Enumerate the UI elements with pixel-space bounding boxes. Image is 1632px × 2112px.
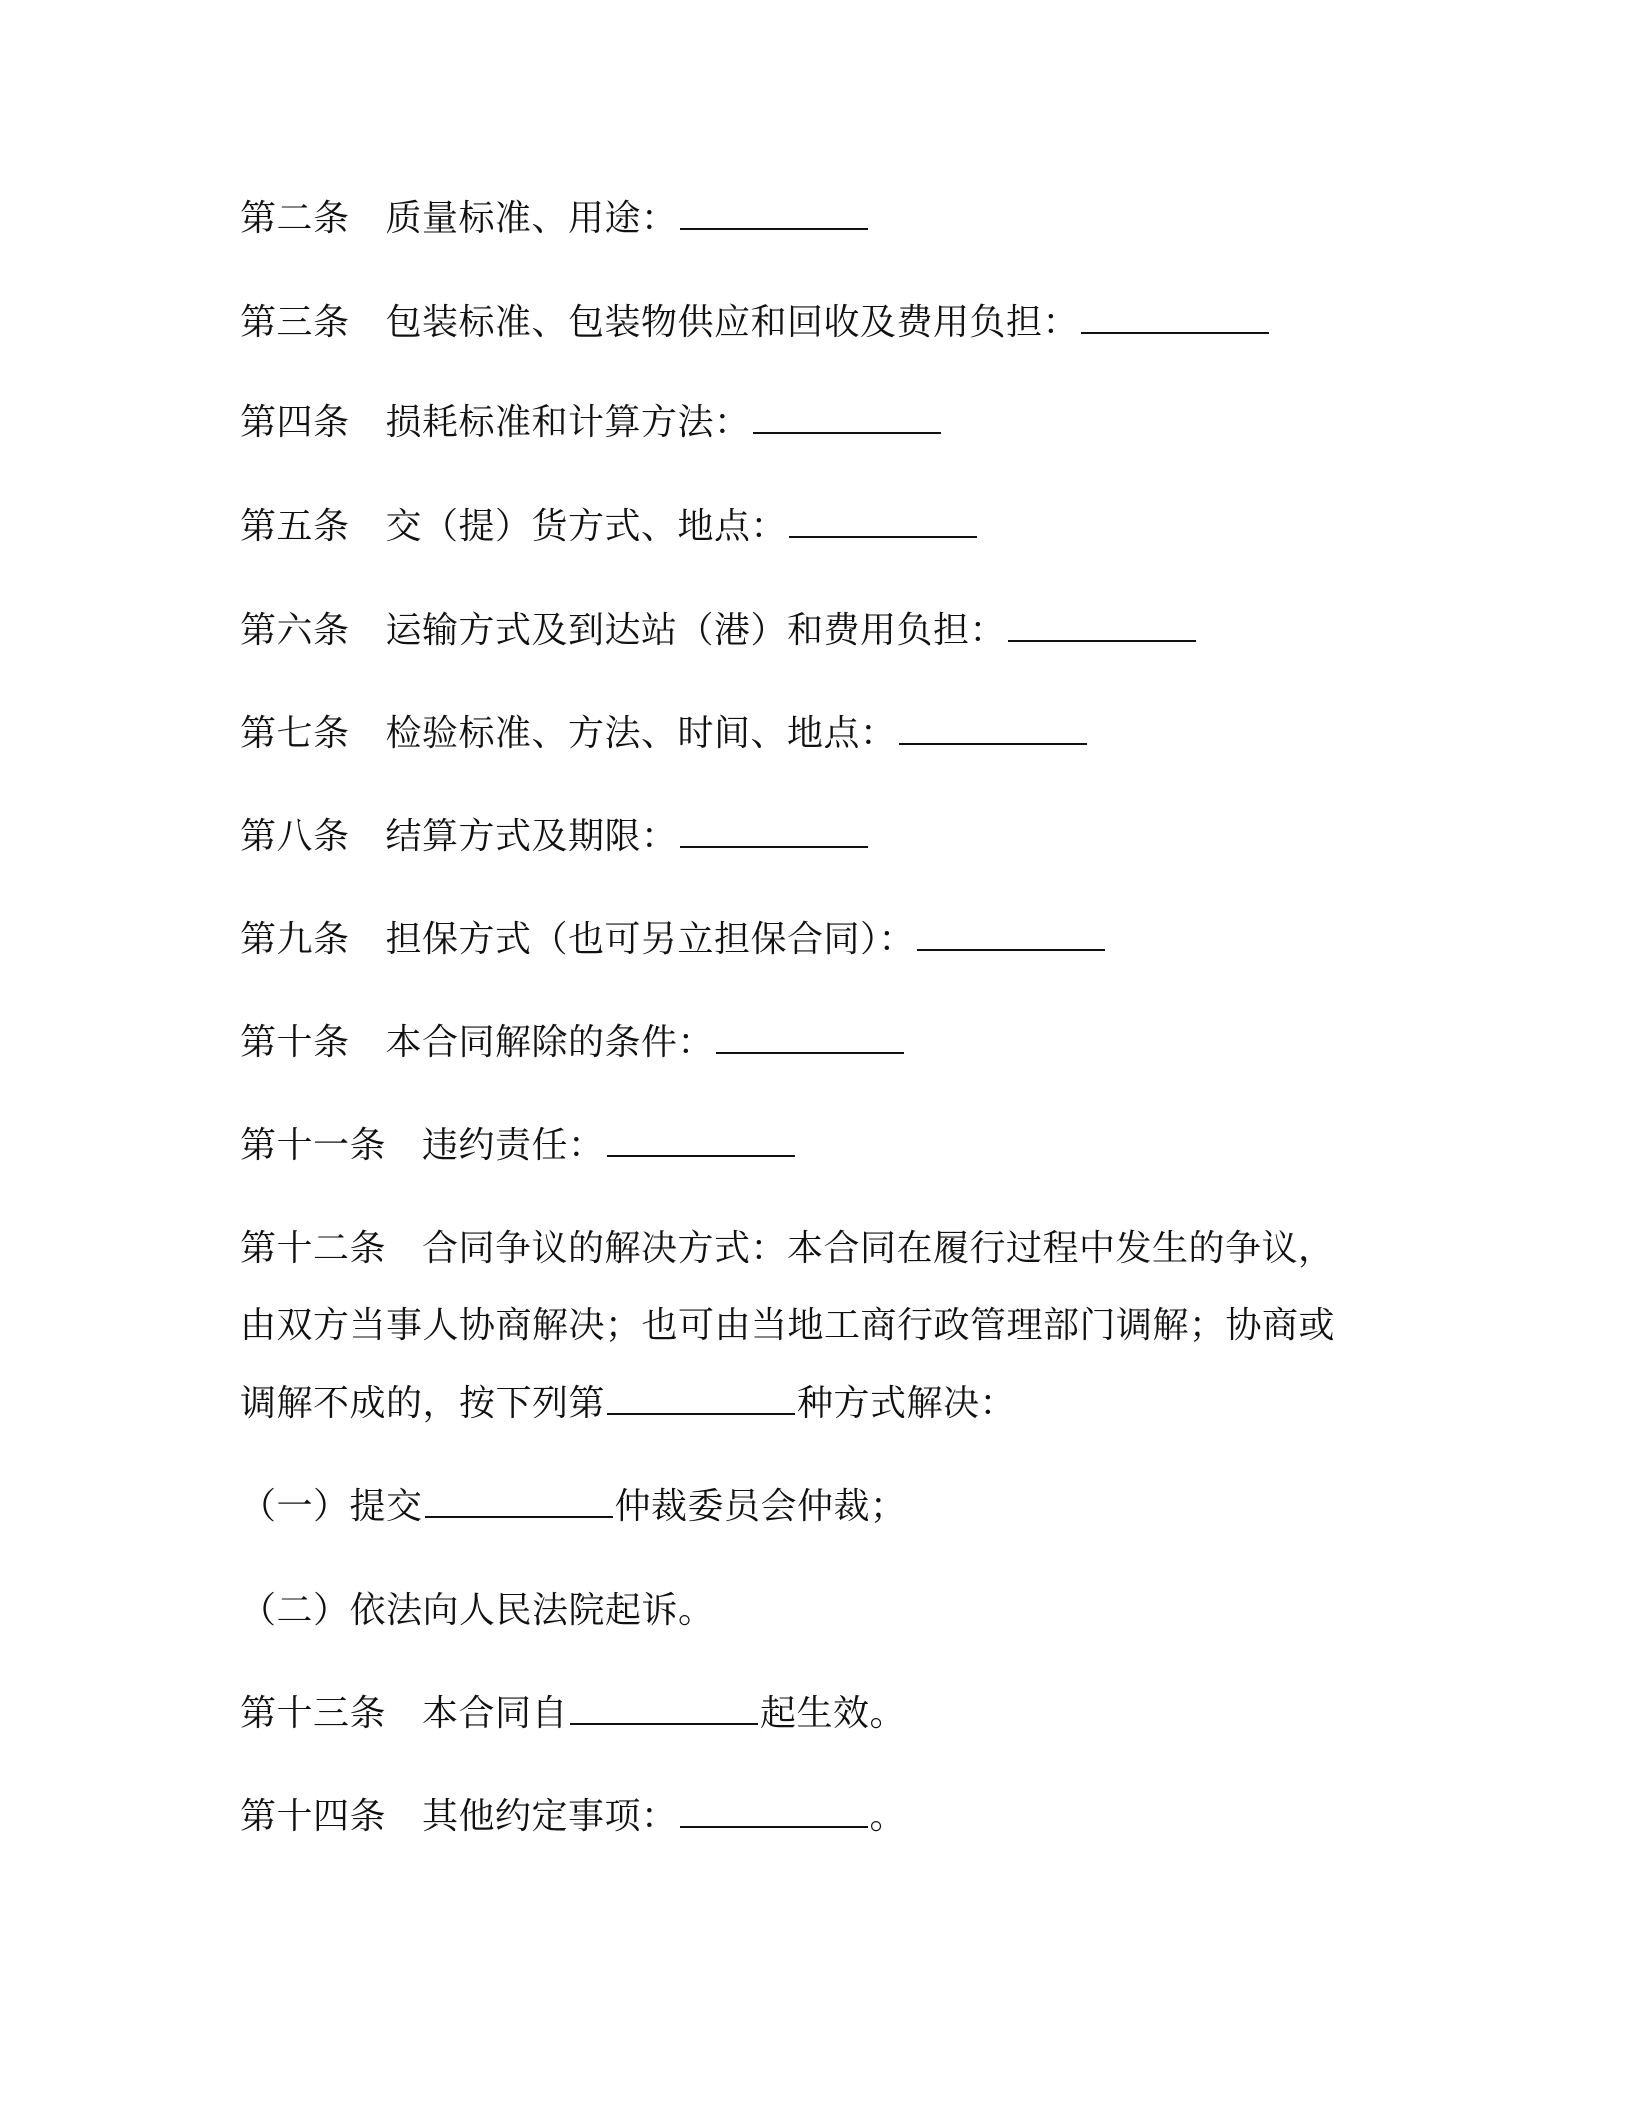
fill-in-blank[interactable] (753, 402, 941, 434)
fill-in-blank[interactable] (680, 1796, 868, 1828)
article-number: 第十二条 (240, 1228, 387, 1269)
fill-in-blank[interactable] (607, 1125, 795, 1157)
fill-in-blank[interactable] (680, 816, 868, 848)
article-5 (240, 503, 1392, 551)
article-text: 。 (869, 1796, 907, 1837)
article-text: 由双方当事人协商解决；也可由当地工商行政管理部门调解；协商或 (240, 1305, 1336, 1346)
article-2 (240, 195, 1392, 243)
fill-in-blank[interactable] (716, 1022, 904, 1054)
article-text: 交（提）货方式、地点： (385, 506, 788, 547)
article-text: 运输方式及到达站（港）和费用负担： (385, 610, 1007, 651)
article-11 (240, 1122, 1392, 1170)
article-number: 第十三条 (240, 1693, 387, 1734)
article-number: 第三条 (240, 302, 350, 343)
option-2 (240, 1587, 1392, 1635)
article-text: 担保方式（也可另立担保合同）： (385, 919, 916, 960)
option-text: 仲裁委员会仲裁； (614, 1486, 907, 1527)
article-10 (240, 1019, 1392, 1067)
article-text: 损耗标准和计算方法： (385, 402, 751, 443)
fill-in-blank[interactable] (899, 713, 1087, 745)
article-text: 合同争议的解决方式：本合同在履行过程中发生的争议， (422, 1228, 1335, 1269)
fill-in-blank[interactable] (425, 1486, 613, 1518)
article-text: 结算方式及期限： (385, 816, 678, 857)
article-12-line-3 (240, 1380, 1392, 1428)
option-text: （二）依法向人民法院起诉。 (240, 1590, 715, 1631)
article-number: 第十条 (240, 1022, 350, 1063)
article-text: 违约责任： (422, 1125, 605, 1166)
article-7 (240, 710, 1392, 758)
article-text: 本合同解除的条件： (385, 1022, 715, 1063)
option-text: （一）提交 (240, 1486, 423, 1527)
article-text: 本合同自 (422, 1693, 569, 1734)
article-text: 质量标准、用途： (385, 198, 678, 239)
article-3 (240, 299, 1392, 347)
fill-in-blank[interactable] (570, 1693, 758, 1725)
article-number: 第九条 (240, 919, 350, 960)
article-text: 检验标准、方法、时间、地点： (385, 713, 897, 754)
article-number: 第五条 (240, 506, 350, 547)
fill-in-blank[interactable] (917, 919, 1105, 951)
article-text: 种方式解决： (797, 1383, 1017, 1424)
article-number: 第八条 (240, 816, 350, 857)
article-text: 包装标准、包装物供应和回收及费用负担： (385, 302, 1080, 343)
article-8 (240, 813, 1392, 861)
article-6 (240, 607, 1392, 655)
article-text: 起生效。 (760, 1693, 907, 1734)
article-9 (240, 916, 1392, 964)
fill-in-blank[interactable] (680, 198, 868, 230)
article-number: 第二条 (240, 198, 350, 239)
article-number: 第十四条 (240, 1796, 387, 1837)
article-number: 第四条 (240, 402, 350, 443)
article-12-line-2 (240, 1302, 1392, 1350)
fill-in-blank[interactable] (607, 1383, 795, 1415)
article-number: 第六条 (240, 610, 350, 651)
option-1 (240, 1483, 1392, 1531)
article-text: 调解不成的，按下列第 (240, 1383, 606, 1424)
article-13 (240, 1690, 1392, 1738)
fill-in-blank[interactable] (789, 506, 977, 538)
article-number: 第十一条 (240, 1125, 387, 1166)
article-14 (240, 1793, 1392, 1841)
article-text: 其他约定事项： (422, 1796, 678, 1837)
article-4 (240, 399, 1392, 447)
article-12-line-1 (240, 1225, 1392, 1273)
fill-in-blank[interactable] (1081, 302, 1269, 334)
article-number: 第七条 (240, 713, 350, 754)
fill-in-blank[interactable] (1008, 610, 1196, 642)
